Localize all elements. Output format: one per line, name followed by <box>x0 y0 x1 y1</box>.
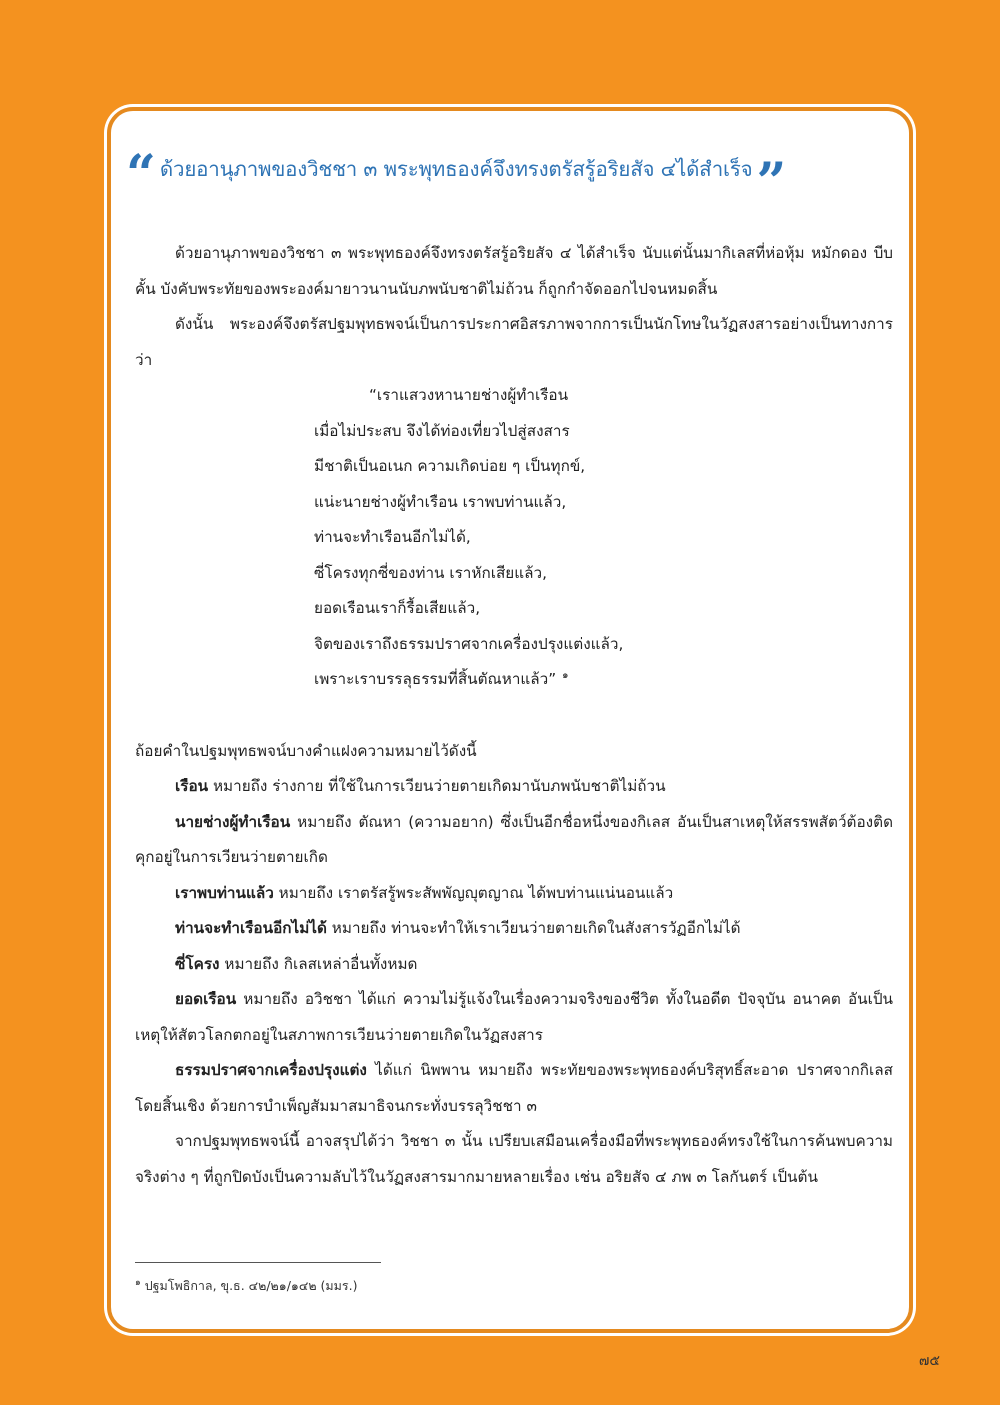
glossary-item <box>135 911 893 947</box>
heading-title: ด้วยอานุภาพของวิชชา ๓ พระพุทธองค์จึงทรงตรัสรู้อริยสัจ ๔ได้สำเร็จ <box>159 156 753 181</box>
poem-line: “เราแสวงหานายช่างผู้ทำเรือน <box>369 386 569 404</box>
glossary-definition: หมายถึง เราตรัสรู้พระสัพพัญญุตญาณ ได้พบท่านแน่นอนแล้ว <box>273 883 674 902</box>
glossary-intro: ถ้อยคำในปฐมพุทธพจน์บางคำแฝงความหมายไว้ดังนี้ <box>135 741 477 760</box>
glossary-term: ท่านจะทำเรือนอีกไม่ได้ <box>175 919 327 937</box>
glossary-term: ยอดเรือน <box>175 990 237 1008</box>
open-quote-mark: “ <box>126 144 156 205</box>
conclusion-paragraph: จากปฐมพุทธพจน์นี้ อาจสรุปได้ว่า วิชชา ๓ นั้น เปรียบเสมือนเครื่องมือที่พระพุทธองค์ทรงใช้ในการค้นพบความจริงต่าง ๆ ที่ถูกปิดบังเป็นความลับไว้ในวัฏสงสารมากมายหลายเรื่อง เช่น อริยสัจ ๔ ภพ ๓ โลกันตร์ เป็นต้น <box>135 1132 893 1186</box>
glossary-definition: ได้แก่ นิพพาน หมายถึง พระทัยของพระพุทธองค์บริสุทธิ์สะอาด ปราศจากกิเลสโดยสิ้นเชิง ด้วยการบำเพ็ญสัมมาสมาธิจนกระทั่งบรรลุวิชชา ๓ <box>135 1061 893 1115</box>
footnote-marker: ๑ <box>135 1278 141 1288</box>
poem-line: เมื่อไม่ประสบ จึงได้ท่องเที่ยวไปสู่สงสาร <box>314 421 570 440</box>
glossary-item <box>135 947 893 983</box>
close-quote-mark: ” <box>756 152 787 213</box>
glossary-definition: หมายถึง กิเลสเหล่าอื่นทั้งหมด <box>219 954 418 973</box>
poem-line: แน่ะนายช่างผู้ทำเรือน เราพบท่านแล้ว, <box>314 492 567 511</box>
poem-line: จิตของเราถึงธรรมปราศจากเครื่องปรุงแต่งแล้ว, <box>314 634 624 653</box>
glossary-definition: หมายถึง ท่านจะทำให้เราเวียนว่ายตายเกิดในสังสารวัฏอีกไม่ได้ <box>326 919 741 937</box>
glossary-item <box>135 982 893 1053</box>
glossary-term: เราพบท่านแล้ว <box>175 883 274 902</box>
chapter-heading <box>126 144 906 213</box>
page-number: ๗๕ <box>918 1353 940 1369</box>
glossary-item <box>135 876 893 912</box>
glossary-item <box>135 769 893 805</box>
footnote <box>135 1275 357 1296</box>
paragraph-1: ด้วยอานุภาพของวิชชา ๓ พระพุทธองค์จึงทรงตรัสรู้อริยสัจ ๔ ได้สำเร็จ นับแต่นั้นมากิเลสที่ห่อหุ้ม หมักดอง บีบคั้น บังคับพระทัยของพระองค์มายาวนานนับภพนับชาติไม่ถ้วน ก็ถูกกำจัดออกไปจนหมดสิ้น <box>135 244 893 298</box>
glossary-item <box>135 805 893 876</box>
poem-line: เพราะเราบรรลุธรรมที่สิ้นตัณหาแล้ว” <box>314 670 557 688</box>
glossary-term: นายช่างผู้ทำเรือน <box>175 812 291 831</box>
glossary-term: ธรรมปราศจากเครื่องปรุงแต่ง <box>175 1061 367 1079</box>
glossary-item <box>135 1053 893 1124</box>
glossary-term: เรือน <box>175 777 209 795</box>
glossary-definition: หมายถึง ตัณหา (ความอยาก) ซึ่งเป็นอีกชื่อหนึ่งของกิเลส อันเป็นสาเหตุให้สรรพสัตว์ต้องติดคุกอยู่ในการเวียนว่ายตายเกิด <box>135 812 893 866</box>
poem-line-last <box>314 662 893 698</box>
spacer <box>135 698 893 734</box>
footnote-text: ปฐมโพธิกาล, ขุ.ธ. ๔๒/๒๑/๑๔๒ (มมร.) <box>140 1278 358 1294</box>
poem-line: ท่านจะทำเรือนอีกไม่ได้, <box>314 528 471 546</box>
poem-line: ซี่โครงทุกซี่ของท่าน เราหักเสียแล้ว, <box>314 563 547 582</box>
poem-line: ยอดเรือนเราก็รื้อเสียแล้ว, <box>314 599 481 617</box>
poem-block <box>314 378 893 698</box>
poem-line: มีชาติเป็นอเนก ความเกิดบ่อย ๆ เป็นทุกข์, <box>314 457 586 475</box>
footnote-reference: ๑ <box>562 669 569 681</box>
body-text <box>135 236 893 1195</box>
glossary-definition: หมายถึง ร่างกาย ที่ใช้ในการเวียนว่ายตายเกิดมานับภพนับชาติไม่ถ้วน <box>208 777 666 795</box>
glossary-term: ซี่โครง <box>175 954 220 973</box>
glossary-definition: หมายถึง อวิชชา ได้แก่ ความไม่รู้แจ้งในเรื่องความจริงของชีวิต ทั้งในอดีต ปัจจุบัน อนาคต อันเป็นเหตุให้สัตวโลกตกอยู่ในสภาพการเวียนว่ายตายเกิดในวัฏสงสาร <box>135 990 893 1044</box>
footnote-divider <box>135 1262 381 1263</box>
paragraph-2: ดังนั้น พระองค์จึงตรัสปฐมพุทธพจน์เป็นการประกาศอิสรภาพจากการเป็นนักโทษในวัฏสงสารอย่างเป็นทางการว่า <box>135 315 893 369</box>
